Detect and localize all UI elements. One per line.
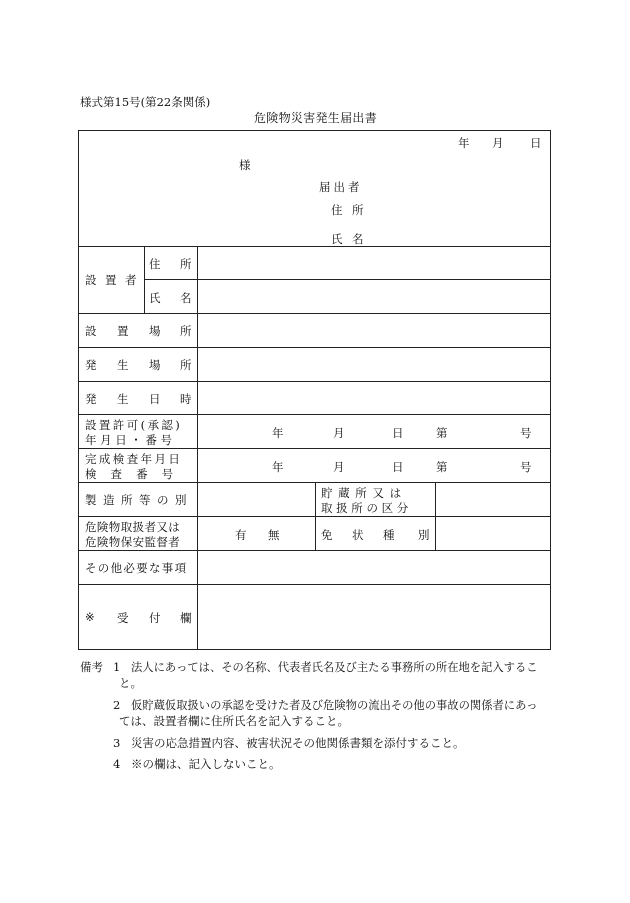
date-year: 年 — [458, 136, 470, 150]
installer-1: 設 — [85, 273, 97, 287]
note-1-line-2: と。 — [119, 676, 142, 690]
permit-month: 月 — [333, 426, 345, 440]
notes-heading: 備考 — [80, 660, 103, 674]
handler-label-2: 危険物保安監督者 — [85, 535, 181, 549]
reception-4: 欄 — [180, 611, 192, 625]
note-2-line-2: ては、設置者欄に住所氏名を記入すること。 — [119, 714, 349, 728]
header-address-2: 所 — [352, 203, 364, 217]
license-1: 免 — [321, 528, 333, 542]
reception-2: 受 — [117, 611, 129, 625]
permit-day: 日 — [392, 426, 404, 440]
note-1-line-1: 法人にあっては、その名称、代表者氏名及び主たる事務所の所在地を記入するこ — [131, 661, 538, 674]
date-month: 月 — [492, 136, 504, 150]
completion-day: 日 — [392, 460, 404, 474]
installer-2: 置 — [105, 273, 117, 287]
installation-place-3: 場 — [149, 324, 161, 338]
note-4-line-1: ※の欄は、記入しないこと。 — [131, 757, 281, 771]
facility-type-label: 製造所等の別 — [85, 493, 193, 507]
installer-address-1: 住 — [149, 257, 161, 271]
installation-place-1: 設 — [85, 324, 97, 338]
occurrence-datetime-2: 生 — [117, 392, 129, 406]
license-4: 別 — [418, 528, 430, 542]
completion-go: 号 — [520, 460, 532, 474]
occurrence-place-3: 場 — [149, 358, 161, 372]
other-label: その他必要な事項 — [85, 561, 188, 575]
note-2-num: 2 — [113, 698, 121, 712]
occurrence-place-4: 所 — [180, 358, 192, 372]
note-4-num: 4 — [113, 757, 121, 771]
installer-address-2: 所 — [180, 257, 192, 271]
document-title: 危険物災害発生届出書 — [254, 111, 378, 125]
occurrence-datetime-3: 日 — [149, 392, 161, 406]
note-3-line-1: 災害の応急措置内容、被害状況その他関係書類を添付すること。 — [131, 736, 465, 750]
license-2: 状 — [352, 528, 364, 542]
completion-month: 月 — [333, 460, 345, 474]
completion-year: 年 — [272, 460, 284, 474]
permit-label-2: 年月日・番号 — [85, 433, 176, 447]
handler-label-1: 危険物取扱者又は — [85, 520, 181, 534]
permit-go: 号 — [520, 426, 532, 440]
completion-label-1: 完成検査年月日 — [85, 452, 183, 466]
reception-3: 付 — [149, 611, 161, 625]
storage-label-2: 取 扱 所 の 区 分 — [321, 501, 409, 515]
license-3: 種 — [383, 528, 395, 542]
installer-3: 者 — [125, 273, 137, 287]
form-table — [78, 130, 551, 650]
note-3-num: 3 — [113, 736, 121, 750]
date-day: 日 — [530, 136, 542, 150]
occurrence-datetime-1: 発 — [85, 392, 97, 406]
installer-name-2: 名 — [180, 291, 192, 305]
installation-place-4: 所 — [180, 324, 192, 338]
presence-no: 無 — [268, 528, 280, 542]
permit-year: 年 — [272, 426, 284, 440]
presence-yes: 有 — [235, 528, 247, 542]
addressee-suffix: 様 — [239, 158, 251, 172]
occurrence-place-2: 生 — [117, 358, 129, 372]
note-1-num: 1 — [113, 660, 121, 674]
header-name-1: 氏 — [331, 232, 343, 246]
permit-dai: 第 — [436, 426, 448, 440]
occurrence-datetime-4: 時 — [180, 392, 192, 406]
installer-name-1: 氏 — [149, 291, 161, 305]
note-2-line-1: 仮貯蔵仮取扱いの承認を受けた者及び危険物の流出その他の事故の関係者にあっ — [131, 699, 538, 712]
header-name-2: 名 — [352, 232, 364, 246]
occurrence-place-1: 発 — [85, 358, 97, 372]
completion-dai: 第 — [436, 460, 448, 474]
header-address-1: 住 — [331, 203, 343, 217]
reception-1: ※ — [85, 610, 95, 624]
permit-label-1: 設置許可(承認) — [85, 418, 183, 432]
installation-place-2: 置 — [117, 324, 129, 338]
completion-label-2: 検 査 番 号 — [85, 467, 179, 481]
storage-label-1: 貯 蔵 所 又 は — [321, 486, 403, 500]
form-number: 様式第15号(第22条関係) — [80, 95, 211, 109]
notifier-label: 届出者 — [319, 180, 363, 194]
